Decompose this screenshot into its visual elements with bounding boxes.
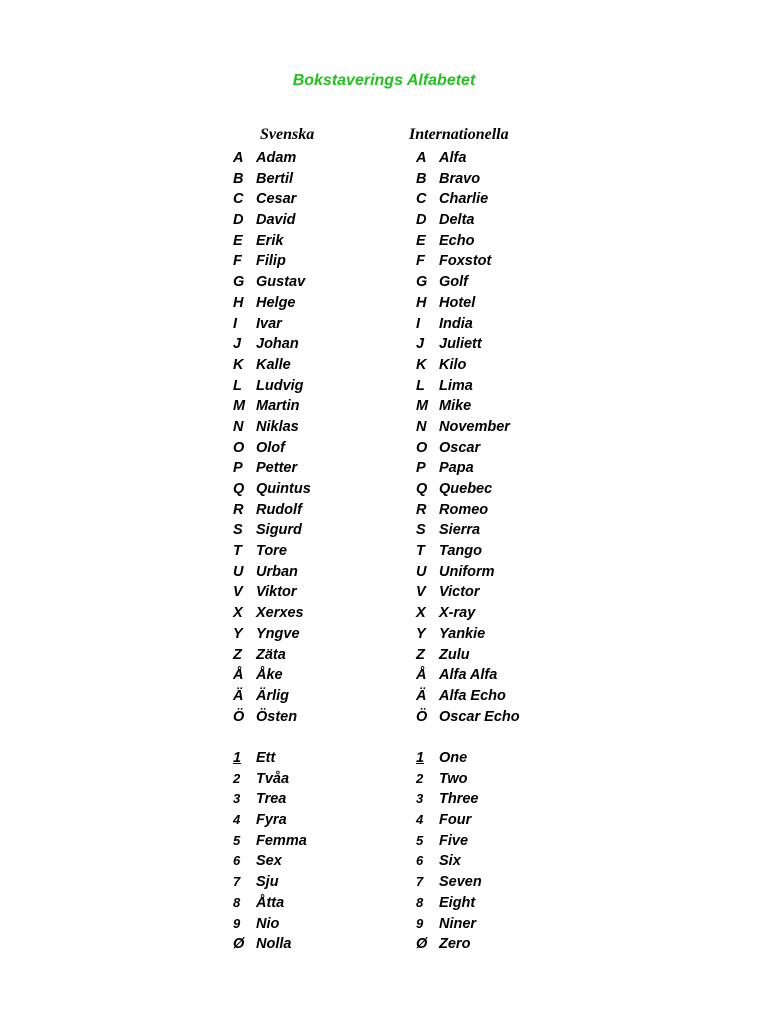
list-item xyxy=(416,500,520,521)
list-item xyxy=(416,831,482,852)
row-key: 1 xyxy=(233,750,242,766)
row-key: 5 xyxy=(233,832,241,848)
row-word: Alfa Echo xyxy=(439,687,506,704)
row-word: Gustav xyxy=(256,274,306,291)
row-key: G xyxy=(416,274,428,291)
list-item xyxy=(233,293,311,314)
row-word: Alfa xyxy=(439,150,467,166)
row-word: Yngve xyxy=(256,625,300,642)
row-key: S xyxy=(233,522,243,539)
row-word: Niklas xyxy=(256,418,299,435)
row-key: Y xyxy=(416,625,426,642)
row-key: I xyxy=(416,315,421,332)
row-key: N xyxy=(233,418,244,435)
list-item xyxy=(416,686,520,707)
list-item xyxy=(416,665,520,686)
list-item xyxy=(416,148,520,169)
row-key: U xyxy=(416,563,427,580)
internationella-letter-list xyxy=(416,148,520,727)
row-key: D xyxy=(416,212,427,229)
list-item xyxy=(416,707,520,728)
list-item xyxy=(233,189,311,210)
list-item xyxy=(416,934,482,955)
list-item xyxy=(416,769,482,790)
row-key: 3 xyxy=(416,791,424,807)
list-item xyxy=(233,748,307,769)
row-key: F xyxy=(233,253,242,270)
row-word: Zero xyxy=(439,936,471,953)
row-key: 2 xyxy=(416,770,424,786)
row-word: Ludvig xyxy=(256,377,304,394)
list-item xyxy=(416,189,520,210)
row-word: Sigurd xyxy=(256,522,302,539)
row-word: Zäta xyxy=(256,646,286,663)
row-key: Ö xyxy=(416,708,428,725)
row-word: Tvåa xyxy=(256,770,290,787)
list-item xyxy=(416,396,520,417)
internationella-number-list xyxy=(416,748,482,955)
list-item xyxy=(233,251,311,272)
list-item xyxy=(416,603,520,624)
list-item xyxy=(416,541,520,562)
row-word: Juliett xyxy=(439,336,482,353)
row-key: U xyxy=(233,563,244,580)
row-word: Filip xyxy=(256,253,286,270)
row-word: Zulu xyxy=(439,646,470,663)
row-key: Ä xyxy=(416,687,427,704)
row-key: 7 xyxy=(416,874,424,890)
row-key: O xyxy=(416,439,428,456)
list-item xyxy=(416,479,520,500)
row-key: M xyxy=(416,398,429,415)
list-item xyxy=(416,251,520,272)
row-key: T xyxy=(233,543,242,560)
row-key: Ø xyxy=(233,936,245,953)
row-key: 4 xyxy=(233,812,241,828)
row-key: M xyxy=(233,398,246,415)
row-key: P xyxy=(233,460,243,477)
list-item xyxy=(233,810,307,831)
row-key: 6 xyxy=(416,853,424,869)
list-item xyxy=(233,914,307,935)
list-item xyxy=(233,479,311,500)
row-word: One xyxy=(439,750,468,766)
row-word: Oscar Echo xyxy=(439,708,520,725)
list-item xyxy=(233,665,311,686)
row-key: L xyxy=(233,377,242,394)
list-item xyxy=(416,293,520,314)
list-item xyxy=(233,148,311,169)
row-word: Niner xyxy=(439,915,477,932)
row-key: 9 xyxy=(416,915,424,931)
list-item xyxy=(233,417,311,438)
row-key: Ä xyxy=(233,687,244,704)
row-key: K xyxy=(233,356,244,373)
row-word: India xyxy=(439,315,473,332)
row-key: Ø xyxy=(416,936,428,953)
row-key: 5 xyxy=(416,832,424,848)
row-word: Four xyxy=(439,812,472,829)
list-item xyxy=(233,272,311,293)
row-word: Femma xyxy=(256,832,307,849)
row-word: Nio xyxy=(256,915,280,932)
row-word: Quintus xyxy=(256,481,311,497)
row-word: Six xyxy=(439,853,461,870)
row-key: V xyxy=(233,584,243,601)
svenska-letter-list xyxy=(233,148,311,727)
row-key: Q xyxy=(233,481,245,497)
row-key: 7 xyxy=(233,874,241,890)
list-item xyxy=(416,914,482,935)
row-key: P xyxy=(416,460,426,477)
list-item xyxy=(416,851,482,872)
list-item xyxy=(416,210,520,231)
list-item xyxy=(416,810,482,831)
list-item xyxy=(233,355,311,376)
list-item xyxy=(233,624,311,645)
list-item xyxy=(416,582,520,603)
row-word: Mike xyxy=(439,398,472,415)
row-key: H xyxy=(416,294,427,311)
row-word: Kalle xyxy=(256,356,291,373)
list-item xyxy=(233,582,311,603)
row-word: Åke xyxy=(256,667,283,684)
row-word: Charlie xyxy=(439,191,489,208)
list-item xyxy=(233,396,311,417)
list-item xyxy=(233,769,307,790)
row-word: X-ray xyxy=(439,605,476,622)
row-word: Urban xyxy=(256,563,298,580)
list-item xyxy=(233,458,311,479)
row-key: 8 xyxy=(416,894,424,910)
header-svenska: Svenska xyxy=(260,126,315,143)
list-item xyxy=(416,624,520,645)
list-item xyxy=(233,934,307,955)
list-item xyxy=(416,417,520,438)
row-word: Golf xyxy=(439,274,468,291)
row-word: Bertil xyxy=(256,170,294,187)
row-word: Olof xyxy=(256,439,285,456)
row-key: B xyxy=(416,170,427,187)
row-key: C xyxy=(233,191,244,208)
row-word: Sju xyxy=(256,874,279,891)
row-key: Å xyxy=(416,667,427,684)
row-word: Ärlig xyxy=(256,687,290,704)
row-word: Viktor xyxy=(256,584,297,601)
row-word: Bravo xyxy=(439,170,481,187)
row-word: Åtta xyxy=(256,894,285,911)
list-item xyxy=(233,872,307,893)
row-key: R xyxy=(416,501,427,518)
row-word: Papa xyxy=(439,460,474,477)
row-key: 2 xyxy=(233,770,241,786)
row-word: Kilo xyxy=(439,356,467,373)
row-word: Erik xyxy=(256,232,284,249)
list-item xyxy=(233,500,311,521)
list-item xyxy=(233,231,311,252)
list-item xyxy=(233,541,311,562)
row-word: Sierra xyxy=(439,522,481,539)
row-word: Yankie xyxy=(439,625,486,642)
row-word: Hotel xyxy=(439,294,476,311)
row-word: Xerxes xyxy=(256,605,304,622)
list-item xyxy=(233,686,311,707)
row-key: K xyxy=(416,356,427,373)
row-key: T xyxy=(416,543,425,560)
list-item xyxy=(416,438,520,459)
row-word: Uniform xyxy=(439,563,495,580)
row-key: F xyxy=(416,253,425,270)
row-key: X xyxy=(416,605,426,622)
page-title: Bokstaverings Alfabetet xyxy=(292,72,476,89)
row-key: C xyxy=(416,191,427,208)
list-item xyxy=(416,272,520,293)
list-item xyxy=(233,831,307,852)
row-word: Quebec xyxy=(439,481,493,497)
list-item xyxy=(233,438,311,459)
svenska-number-list xyxy=(233,748,307,955)
list-item xyxy=(233,893,307,914)
row-word: Adam xyxy=(256,150,297,166)
row-key: E xyxy=(233,232,243,249)
list-item xyxy=(233,520,311,541)
row-word: Two xyxy=(439,770,468,787)
row-key: 9 xyxy=(233,915,241,931)
list-item xyxy=(416,458,520,479)
row-word: Trea xyxy=(256,791,287,808)
row-word: Sex xyxy=(256,853,282,870)
list-item xyxy=(416,645,520,666)
row-word: Nolla xyxy=(256,936,292,953)
row-key: N xyxy=(416,418,427,435)
list-item xyxy=(416,748,482,769)
row-key: A xyxy=(233,150,244,166)
row-key: 1 xyxy=(416,750,425,766)
list-item xyxy=(416,334,520,355)
list-item xyxy=(416,376,520,397)
row-word: Rudolf xyxy=(256,501,302,518)
list-item xyxy=(233,562,311,583)
row-word: Helge xyxy=(256,294,296,311)
row-key: X xyxy=(233,605,243,622)
row-key: 6 xyxy=(233,853,241,869)
row-word: Tore xyxy=(256,543,287,560)
row-word: Foxstot xyxy=(439,253,492,270)
row-word: David xyxy=(256,212,296,229)
row-key: A xyxy=(416,150,427,166)
row-word: Echo xyxy=(439,232,475,249)
row-word: Cesar xyxy=(256,191,297,208)
row-word: Romeo xyxy=(439,501,489,518)
row-key: D xyxy=(233,212,244,229)
list-item xyxy=(233,789,307,810)
row-word: Ivar xyxy=(256,315,282,332)
row-word: Delta xyxy=(439,212,475,229)
list-item xyxy=(416,893,482,914)
row-word: Eight xyxy=(439,894,476,911)
row-word: Johan xyxy=(256,336,299,353)
list-item xyxy=(416,355,520,376)
row-key: S xyxy=(416,522,426,539)
list-item xyxy=(233,851,307,872)
row-key: Å xyxy=(233,667,244,684)
list-item xyxy=(416,520,520,541)
row-word: Östen xyxy=(256,708,298,725)
list-item xyxy=(233,707,311,728)
row-word: Alfa Alfa xyxy=(439,667,498,684)
row-word: Three xyxy=(439,791,479,808)
list-item xyxy=(416,231,520,252)
list-item xyxy=(416,169,520,190)
list-item xyxy=(416,789,482,810)
row-word: Lima xyxy=(439,377,473,394)
list-item xyxy=(416,872,482,893)
list-item xyxy=(233,603,311,624)
row-word: Martin xyxy=(256,398,300,415)
list-item xyxy=(233,210,311,231)
row-key: R xyxy=(233,501,244,518)
row-key: Q xyxy=(416,481,428,497)
row-key: Z xyxy=(416,646,425,663)
row-key: V xyxy=(416,584,426,601)
header-internationella: Internationella xyxy=(409,126,509,143)
row-key: O xyxy=(233,439,245,456)
list-item xyxy=(233,376,311,397)
row-key: B xyxy=(233,170,244,187)
row-key: Ö xyxy=(233,708,245,725)
row-word: Five xyxy=(439,832,469,849)
row-word: Petter xyxy=(256,460,298,477)
list-item xyxy=(416,314,520,335)
row-key: I xyxy=(233,315,238,332)
row-word: Victor xyxy=(439,584,480,601)
row-word: November xyxy=(439,418,510,435)
row-key: E xyxy=(416,232,426,249)
list-item xyxy=(233,334,311,355)
row-key: Y xyxy=(233,625,243,642)
list-item xyxy=(233,169,311,190)
row-key: G xyxy=(233,274,245,291)
list-item xyxy=(233,645,311,666)
row-key: J xyxy=(416,336,425,353)
row-key: 3 xyxy=(233,791,241,807)
row-word: Oscar xyxy=(439,439,481,456)
row-word: Fyra xyxy=(256,812,287,829)
row-word: Seven xyxy=(439,874,482,891)
row-key: 8 xyxy=(233,894,241,910)
row-key: H xyxy=(233,294,244,311)
row-key: Z xyxy=(233,646,242,663)
row-word: Tango xyxy=(439,543,482,560)
row-key: 4 xyxy=(416,812,424,828)
row-key: J xyxy=(233,336,242,353)
list-item xyxy=(233,314,311,335)
row-key: L xyxy=(416,377,425,394)
row-word: Ett xyxy=(256,750,276,766)
list-item xyxy=(416,562,520,583)
